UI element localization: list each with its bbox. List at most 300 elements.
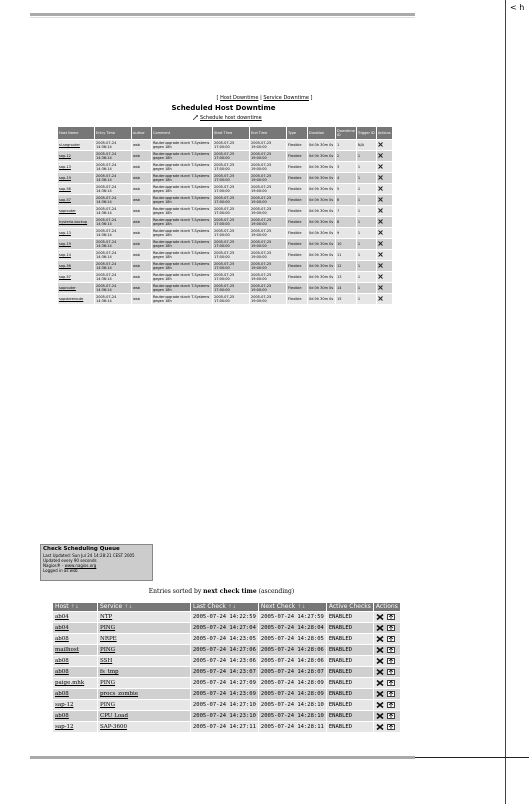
- service-link[interactable]: PING: [100, 625, 116, 631]
- host-cell: [53, 700, 97, 710]
- end-cell: 2005-07-25 19:00:00: [250, 195, 286, 205]
- table-row: [53, 678, 400, 688]
- service-cell: [98, 634, 190, 644]
- end-cell: 2005-07-25 19:00:00: [250, 184, 286, 194]
- sort-arrows-icon[interactable]: ↑↓: [227, 604, 237, 610]
- host-cell: [58, 140, 94, 150]
- logged-in-user: Logged in as wsb: [43, 568, 78, 573]
- column-header: Host Name: [58, 127, 94, 139]
- comment-cell: Routerupgrade durch T-Systems gegen 18h: [152, 151, 212, 161]
- host-cell: [58, 294, 94, 304]
- service-link[interactable]: NTP: [100, 614, 113, 620]
- schedule-host-downtime-link[interactable]: Schedule host downtime: [200, 115, 262, 121]
- reschedule-check-icon[interactable]: [387, 691, 395, 697]
- column-header: [259, 603, 326, 611]
- active-cell: ENABLED: [327, 612, 373, 622]
- start-cell: 2005-07-25 17:00:00: [213, 228, 249, 238]
- disable-check-icon[interactable]: [376, 691, 384, 697]
- comment-cell: Routerupgrade durch T-Systems gegen 18h: [152, 140, 212, 150]
- author-cell: wsb: [132, 228, 151, 238]
- delete-downtime-icon[interactable]: [378, 241, 383, 246]
- service-cell: [98, 678, 190, 688]
- host-cell: [58, 261, 94, 271]
- trigger-cell: 1: [357, 151, 376, 161]
- type-cell: Flexible: [287, 228, 307, 238]
- service-cell: [98, 612, 190, 622]
- entry-cell: 2005-07-24 14:36:14: [95, 261, 131, 271]
- delete-downtime-icon[interactable]: [378, 263, 383, 268]
- actions-cell: [374, 678, 400, 688]
- sort-arrows-icon[interactable]: ↑↓: [124, 604, 133, 610]
- entry-cell: 2005-07-24 14:36:14: [95, 195, 131, 205]
- author-cell: wsb: [132, 151, 151, 161]
- start-cell: 2005-07-25 17:00:00: [213, 151, 249, 161]
- actions-cell: [374, 689, 400, 699]
- end-cell: 2005-07-25 19:00:00: [250, 140, 286, 150]
- author-cell: wsb: [132, 250, 151, 260]
- host-link[interactable]: sl-segrouter: [59, 143, 80, 147]
- comment-cell: Routerupgrade durch T-Systems gegen 18h: [152, 294, 212, 304]
- trigger-cell: 1: [357, 261, 376, 271]
- service-cell: [98, 645, 190, 655]
- host-link[interactable]: ab08: [55, 658, 69, 664]
- host-link[interactable]: sap-13: [59, 231, 71, 235]
- table-row: [53, 634, 400, 644]
- type-cell: Flexible: [287, 206, 307, 216]
- column-header: [98, 603, 190, 611]
- duration-cell: 0d 0h 30m 0s: [308, 261, 335, 271]
- actions-cell: [377, 162, 392, 172]
- reschedule-check-icon[interactable]: [387, 636, 395, 642]
- host-link[interactable]: sap-56: [59, 264, 71, 268]
- column-header: [53, 603, 97, 611]
- id-cell: 6: [336, 195, 356, 205]
- active-cell: ENABLED: [327, 678, 373, 688]
- column-header: Duration: [308, 127, 335, 139]
- comment-cell: Routerupgrade durch T-Systems gegen 18h: [152, 195, 212, 205]
- author-cell: wsb: [132, 272, 151, 282]
- start-cell: 2005-07-25 17:00:00: [213, 173, 249, 183]
- reschedule-check-icon[interactable]: [387, 713, 395, 719]
- start-cell: 2005-07-25 17:00:00: [213, 162, 249, 172]
- disable-check-icon[interactable]: [376, 625, 384, 631]
- host-link[interactable]: sap-12: [59, 154, 71, 158]
- host-cell: [53, 678, 97, 688]
- comment-cell: Routerupgrade durch T-Systems gegen 18h: [152, 184, 212, 194]
- last-cell: 2005-07-24 14:22:59: [193, 614, 256, 620]
- disable-check-icon[interactable]: [376, 669, 384, 675]
- comment-cell: Routerupgrade durch T-Systems gegen 18h: [152, 283, 212, 293]
- service-link[interactable]: PING: [100, 702, 116, 708]
- host-cell: [58, 206, 94, 216]
- top-rule: [30, 13, 415, 16]
- table-row: [53, 612, 400, 622]
- delete-downtime-icon[interactable]: [378, 219, 383, 224]
- trigger-cell: 1: [357, 239, 376, 249]
- service-link[interactable]: PING: [100, 680, 116, 686]
- trigger-cell: 1: [357, 206, 376, 216]
- service-link[interactable]: fs_tmp: [100, 669, 119, 675]
- downtime-table: [57, 126, 393, 305]
- host-link[interactable]: sap-14: [59, 253, 71, 257]
- sort-suffix: (ascending): [256, 588, 295, 595]
- next-cell: 2005-07-24 14:28:07: [260, 669, 324, 675]
- type-cell: Flexible: [287, 151, 307, 161]
- column-header: Entry Time: [95, 127, 131, 139]
- table-row: [58, 272, 392, 282]
- end-cell: 2005-07-25 19:00:00: [250, 294, 286, 304]
- host-cell: [53, 711, 97, 721]
- comment-cell: Routerupgrade durch T-Systems gegen 18h: [152, 217, 212, 227]
- duration-cell: 0d 0h 30m 0s: [308, 283, 335, 293]
- author-cell: wsb: [132, 217, 151, 227]
- actions-cell: [377, 272, 392, 282]
- last-cell: 2005-07-24 14:27:04: [193, 625, 256, 631]
- comment-cell: Routerupgrade durch T-Systems gegen 18h: [152, 239, 212, 249]
- id-cell: 2: [336, 151, 356, 161]
- actions-cell: [374, 645, 400, 655]
- host-cell: [58, 283, 94, 293]
- comment-cell: Routerupgrade durch T-Systems gegen 18h: [152, 250, 212, 260]
- duration-cell: 0d 0h 30m 0s: [308, 239, 335, 249]
- sort-description: [0, 588, 443, 595]
- host-cell: [53, 634, 97, 644]
- last-cell: 2005-07-24 14:27:10: [193, 702, 256, 708]
- delete-downtime-icon[interactable]: [378, 208, 383, 213]
- duration-cell: 0d 0h 30m 0s: [308, 272, 335, 282]
- sort-key: next check time: [203, 588, 257, 595]
- delete-downtime-icon[interactable]: [378, 186, 383, 191]
- disable-check-icon[interactable]: [376, 680, 384, 686]
- duration-cell: 0d 0h 30m 0s: [308, 250, 335, 260]
- next-cell: 2005-07-24 14:28:10: [260, 713, 324, 719]
- host-link[interactable]: hysteria-backup: [59, 220, 88, 224]
- column-label: Actions: [375, 603, 398, 610]
- duration-cell: 0d 0h 30m 0s: [308, 195, 335, 205]
- host-cell: [58, 151, 94, 161]
- last-cell: 2005-07-24 14:23:05: [193, 636, 256, 642]
- active-cell: ENABLED: [327, 623, 373, 633]
- downtime-table-header: [58, 127, 392, 139]
- queue-info-box: [40, 544, 153, 581]
- host-downtime-link[interactable]: Host Downtime: [220, 95, 259, 101]
- last-cell: 2005-07-24 14:27:11: [193, 724, 256, 730]
- id-cell: 13: [336, 272, 356, 282]
- host-cell: [58, 217, 94, 227]
- id-cell: 3: [336, 162, 356, 172]
- service-link[interactable]: SAP-3600: [100, 724, 127, 730]
- entry-cell: 2005-07-24 14:36:14: [95, 140, 131, 150]
- id-cell: 15: [336, 294, 356, 304]
- actions-cell: [377, 151, 392, 161]
- bottom-rule: [30, 756, 415, 759]
- actions-cell: [377, 195, 392, 205]
- trigger-cell: 1: [357, 294, 376, 304]
- nav-bracket-close: ]: [310, 95, 313, 101]
- host-link[interactable]: saprouter: [59, 209, 76, 213]
- duration-cell: 0d 0h 30m 0s: [308, 217, 335, 227]
- type-cell: Flexible: [287, 140, 307, 150]
- disable-check-icon[interactable]: [376, 724, 384, 730]
- host-link[interactable]: ab08: [55, 691, 69, 697]
- active-cell: ENABLED: [327, 656, 373, 666]
- author-cell: wsb: [132, 162, 151, 172]
- start-cell: 2005-07-25 17:00:00: [213, 250, 249, 260]
- delete-downtime-icon[interactable]: [378, 197, 383, 202]
- duration-cell: 0d 0h 30m 0s: [308, 184, 335, 194]
- author-cell: wsb: [132, 239, 151, 249]
- next-cell: 2005-07-24 14:28:05: [260, 636, 324, 642]
- delete-downtime-icon[interactable]: [378, 230, 383, 235]
- active-cell: ENABLED: [327, 722, 373, 732]
- active-cell: ENABLED: [327, 711, 373, 721]
- reschedule-check-icon[interactable]: [387, 614, 395, 620]
- delete-downtime-icon[interactable]: [378, 274, 383, 279]
- host-link[interactable]: sap-19: [59, 242, 71, 246]
- table-row: [58, 162, 392, 172]
- end-cell: 2005-07-25 19:00:00: [250, 217, 286, 227]
- actions-cell: [377, 184, 392, 194]
- sort-arrows-icon[interactable]: ↑↓: [297, 604, 306, 610]
- reschedule-check-icon[interactable]: [387, 625, 395, 631]
- delete-downtime-icon[interactable]: [378, 164, 383, 169]
- entry-cell: 2005-07-24 14:36:14: [95, 228, 131, 238]
- entry-cell: 2005-07-24 14:36:14: [95, 239, 131, 249]
- host-link[interactable]: ab08: [55, 713, 69, 719]
- host-cell: [53, 645, 97, 655]
- host-link[interactable]: sap-56: [59, 187, 71, 191]
- top-rule-thin: [30, 17, 415, 18]
- reschedule-check-icon[interactable]: [387, 680, 395, 686]
- disable-check-icon[interactable]: [376, 713, 384, 719]
- table-row: [58, 283, 392, 293]
- sort-prefix: Entries sorted by: [148, 588, 204, 595]
- table-row: [58, 173, 392, 183]
- column-header: Comment: [152, 127, 212, 139]
- column-header: Trigger ID: [357, 127, 376, 139]
- delete-downtime-icon[interactable]: [378, 252, 383, 257]
- schedule-downtime: [193, 115, 262, 121]
- duration-cell: 0d 0h 30m 0s: [308, 173, 335, 183]
- host-cell: [53, 722, 97, 732]
- start-cell: 2005-07-25 17:00:00: [213, 272, 249, 282]
- page-margin-line: [505, 0, 506, 804]
- disable-check-icon[interactable]: [376, 702, 384, 708]
- corner-glyphs: < h: [510, 3, 525, 12]
- table-row: [53, 722, 400, 732]
- author-cell: wsb: [132, 184, 151, 194]
- author-cell: wsb: [132, 261, 151, 271]
- column-header: Start Time: [213, 127, 249, 139]
- end-cell: 2005-07-25 19:00:00: [250, 261, 286, 271]
- entry-cell: 2005-07-24 14:36:14: [95, 250, 131, 260]
- end-cell: 2005-07-25 19:00:00: [250, 228, 286, 238]
- actions-cell: [374, 722, 400, 732]
- actions-cell: [377, 239, 392, 249]
- start-cell: 2005-07-25 17:00:00: [213, 261, 249, 271]
- author-cell: wsb: [132, 283, 151, 293]
- service-downtime-link[interactable]: Service Downtime: [263, 95, 309, 101]
- service-link[interactable]: PING: [100, 647, 116, 653]
- host-link[interactable]: sap-19: [59, 176, 71, 180]
- service-link[interactable]: procs_zombie: [100, 691, 139, 697]
- host-cell: [53, 667, 97, 677]
- reschedule-check-icon[interactable]: [387, 702, 395, 708]
- table-row: [53, 656, 400, 666]
- table-row: [58, 250, 392, 260]
- end-cell: 2005-07-25 19:00:00: [250, 283, 286, 293]
- type-cell: Flexible: [287, 184, 307, 194]
- id-cell: 7: [336, 206, 356, 216]
- next-cell: 2005-07-24 14:28:11: [260, 724, 324, 730]
- actions-cell: [377, 283, 392, 293]
- start-cell: 2005-07-25 17:00:00: [213, 217, 249, 227]
- service-link[interactable]: CPU Load: [100, 713, 128, 719]
- id-cell: 12: [336, 261, 356, 271]
- duration-cell: 0d 0h 30m 0s: [308, 228, 335, 238]
- host-cell: [58, 239, 94, 249]
- delete-downtime-icon[interactable]: [378, 285, 383, 290]
- author-cell: wsb: [132, 173, 151, 183]
- comment-cell: Routerupgrade durch T-Systems gegen 18h: [152, 206, 212, 216]
- table-row: [58, 228, 392, 238]
- active-cell: ENABLED: [327, 689, 373, 699]
- column-header: Author: [132, 127, 151, 139]
- host-link[interactable]: sapstoreroute: [59, 297, 84, 301]
- update-interval: Updated every 90 seconds: [43, 558, 97, 563]
- disable-check-icon[interactable]: [376, 647, 384, 653]
- next-cell: 2005-07-24 14:28:10: [260, 702, 324, 708]
- host-link[interactable]: sap-57: [59, 198, 71, 202]
- delete-downtime-icon[interactable]: [378, 175, 383, 180]
- next-cell: 2005-07-24 14:28:06: [260, 658, 324, 664]
- host-link[interactable]: saprouter: [59, 286, 76, 290]
- host-link[interactable]: ab08: [55, 669, 69, 675]
- service-link[interactable]: SSH: [100, 658, 113, 664]
- table-row: [53, 711, 400, 721]
- delete-downtime-icon[interactable]: [378, 142, 383, 147]
- trigger-cell: 1: [357, 228, 376, 238]
- table-row: [58, 217, 392, 227]
- host-cell: [53, 689, 97, 699]
- host-cell: [58, 173, 94, 183]
- host-link[interactable]: mailhost: [55, 647, 79, 653]
- entry-cell: 2005-07-24 14:36:14: [95, 217, 131, 227]
- end-cell: 2005-07-25 19:00:00: [250, 272, 286, 282]
- active-cell: ENABLED: [327, 700, 373, 710]
- disable-check-icon[interactable]: [376, 658, 384, 664]
- active-cell: ENABLED: [327, 634, 373, 644]
- sort-arrows-icon[interactable]: ↑↓: [70, 604, 79, 610]
- host-link[interactable]: sap-12: [55, 724, 74, 730]
- start-cell: 2005-07-25 17:00:00: [213, 184, 249, 194]
- actions-cell: [377, 261, 392, 271]
- nagios-link[interactable]: www.nagios.org: [64, 563, 97, 568]
- author-cell: wsb: [132, 195, 151, 205]
- table-row: [58, 206, 392, 216]
- entry-cell: 2005-07-24 14:36:14: [95, 151, 131, 161]
- host-cell: [58, 228, 94, 238]
- reschedule-check-icon[interactable]: [387, 658, 395, 664]
- active-cell: ENABLED: [327, 667, 373, 677]
- type-cell: Flexible: [287, 294, 307, 304]
- column-header: [191, 603, 258, 611]
- id-cell: 9: [336, 228, 356, 238]
- table-row: [58, 184, 392, 194]
- type-cell: Flexible: [287, 250, 307, 260]
- host-link[interactable]: sap-13: [59, 165, 71, 169]
- column-header: Actions: [377, 127, 392, 139]
- host-cell: [58, 162, 94, 172]
- reschedule-check-icon[interactable]: [387, 669, 395, 675]
- column-label: Service: [100, 603, 123, 610]
- last-cell: 2005-07-24 14:27:06: [193, 647, 256, 653]
- trigger-cell: 1: [357, 195, 376, 205]
- host-link[interactable]: ab04: [55, 614, 69, 620]
- next-cell: 2005-07-24 14:28:04: [260, 625, 324, 631]
- last-updated: Last Updated: Sun Jul 24 14:28:21 CEST 2005: [43, 553, 135, 558]
- host-cell: [58, 184, 94, 194]
- id-cell: 8: [336, 217, 356, 227]
- entry-cell: 2005-07-24 14:36:14: [95, 283, 131, 293]
- start-cell: 2005-07-25 17:00:00: [213, 140, 249, 150]
- reschedule-check-icon[interactable]: [387, 724, 395, 730]
- service-cell: [98, 700, 190, 710]
- host-link[interactable]: sap-12: [55, 702, 74, 708]
- host-link[interactable]: paige.mhk: [55, 680, 85, 686]
- id-cell: 1: [336, 140, 356, 150]
- type-cell: Flexible: [287, 239, 307, 249]
- actions-cell: [374, 656, 400, 666]
- actions-cell: [374, 634, 400, 644]
- table-row: [58, 261, 392, 271]
- trigger-cell: 1: [357, 283, 376, 293]
- service-link[interactable]: NRPE: [100, 636, 117, 642]
- column-label: Host: [55, 603, 69, 610]
- delete-downtime-icon[interactable]: [378, 296, 383, 301]
- column-header: [327, 603, 373, 611]
- disable-check-icon[interactable]: [376, 636, 384, 642]
- next-cell: 2005-07-24 14:28:06: [260, 647, 324, 653]
- column-label: Active Checks: [328, 603, 371, 610]
- table-row: [58, 151, 392, 161]
- disable-check-icon[interactable]: [376, 614, 384, 620]
- table-row: [58, 195, 392, 205]
- id-cell: 11: [336, 250, 356, 260]
- host-link[interactable]: ab04: [55, 625, 69, 631]
- page-title: Scheduled Host Downtime: [171, 104, 276, 112]
- delete-downtime-icon[interactable]: [378, 153, 383, 158]
- service-cell: [98, 623, 190, 633]
- id-cell: 5: [336, 184, 356, 194]
- queue-table-header: [53, 603, 400, 611]
- entry-cell: 2005-07-24 14:36:14: [95, 162, 131, 172]
- comment-cell: Routerupgrade durch T-Systems gegen 18h: [152, 173, 212, 183]
- host-link[interactable]: sap-57: [59, 275, 71, 279]
- reschedule-check-icon[interactable]: [387, 647, 395, 653]
- type-cell: Flexible: [287, 217, 307, 227]
- start-cell: 2005-07-25 17:00:00: [213, 206, 249, 216]
- entry-cell: 2005-07-24 14:36:14: [95, 173, 131, 183]
- type-cell: Flexible: [287, 173, 307, 183]
- trigger-cell: 1: [357, 184, 376, 194]
- service-cell: [98, 667, 190, 677]
- end-cell: 2005-07-25 19:00:00: [250, 151, 286, 161]
- host-cell: [58, 195, 94, 205]
- host-link[interactable]: ab08: [55, 636, 69, 642]
- actions-cell: [377, 250, 392, 260]
- host-cell: [53, 612, 97, 622]
